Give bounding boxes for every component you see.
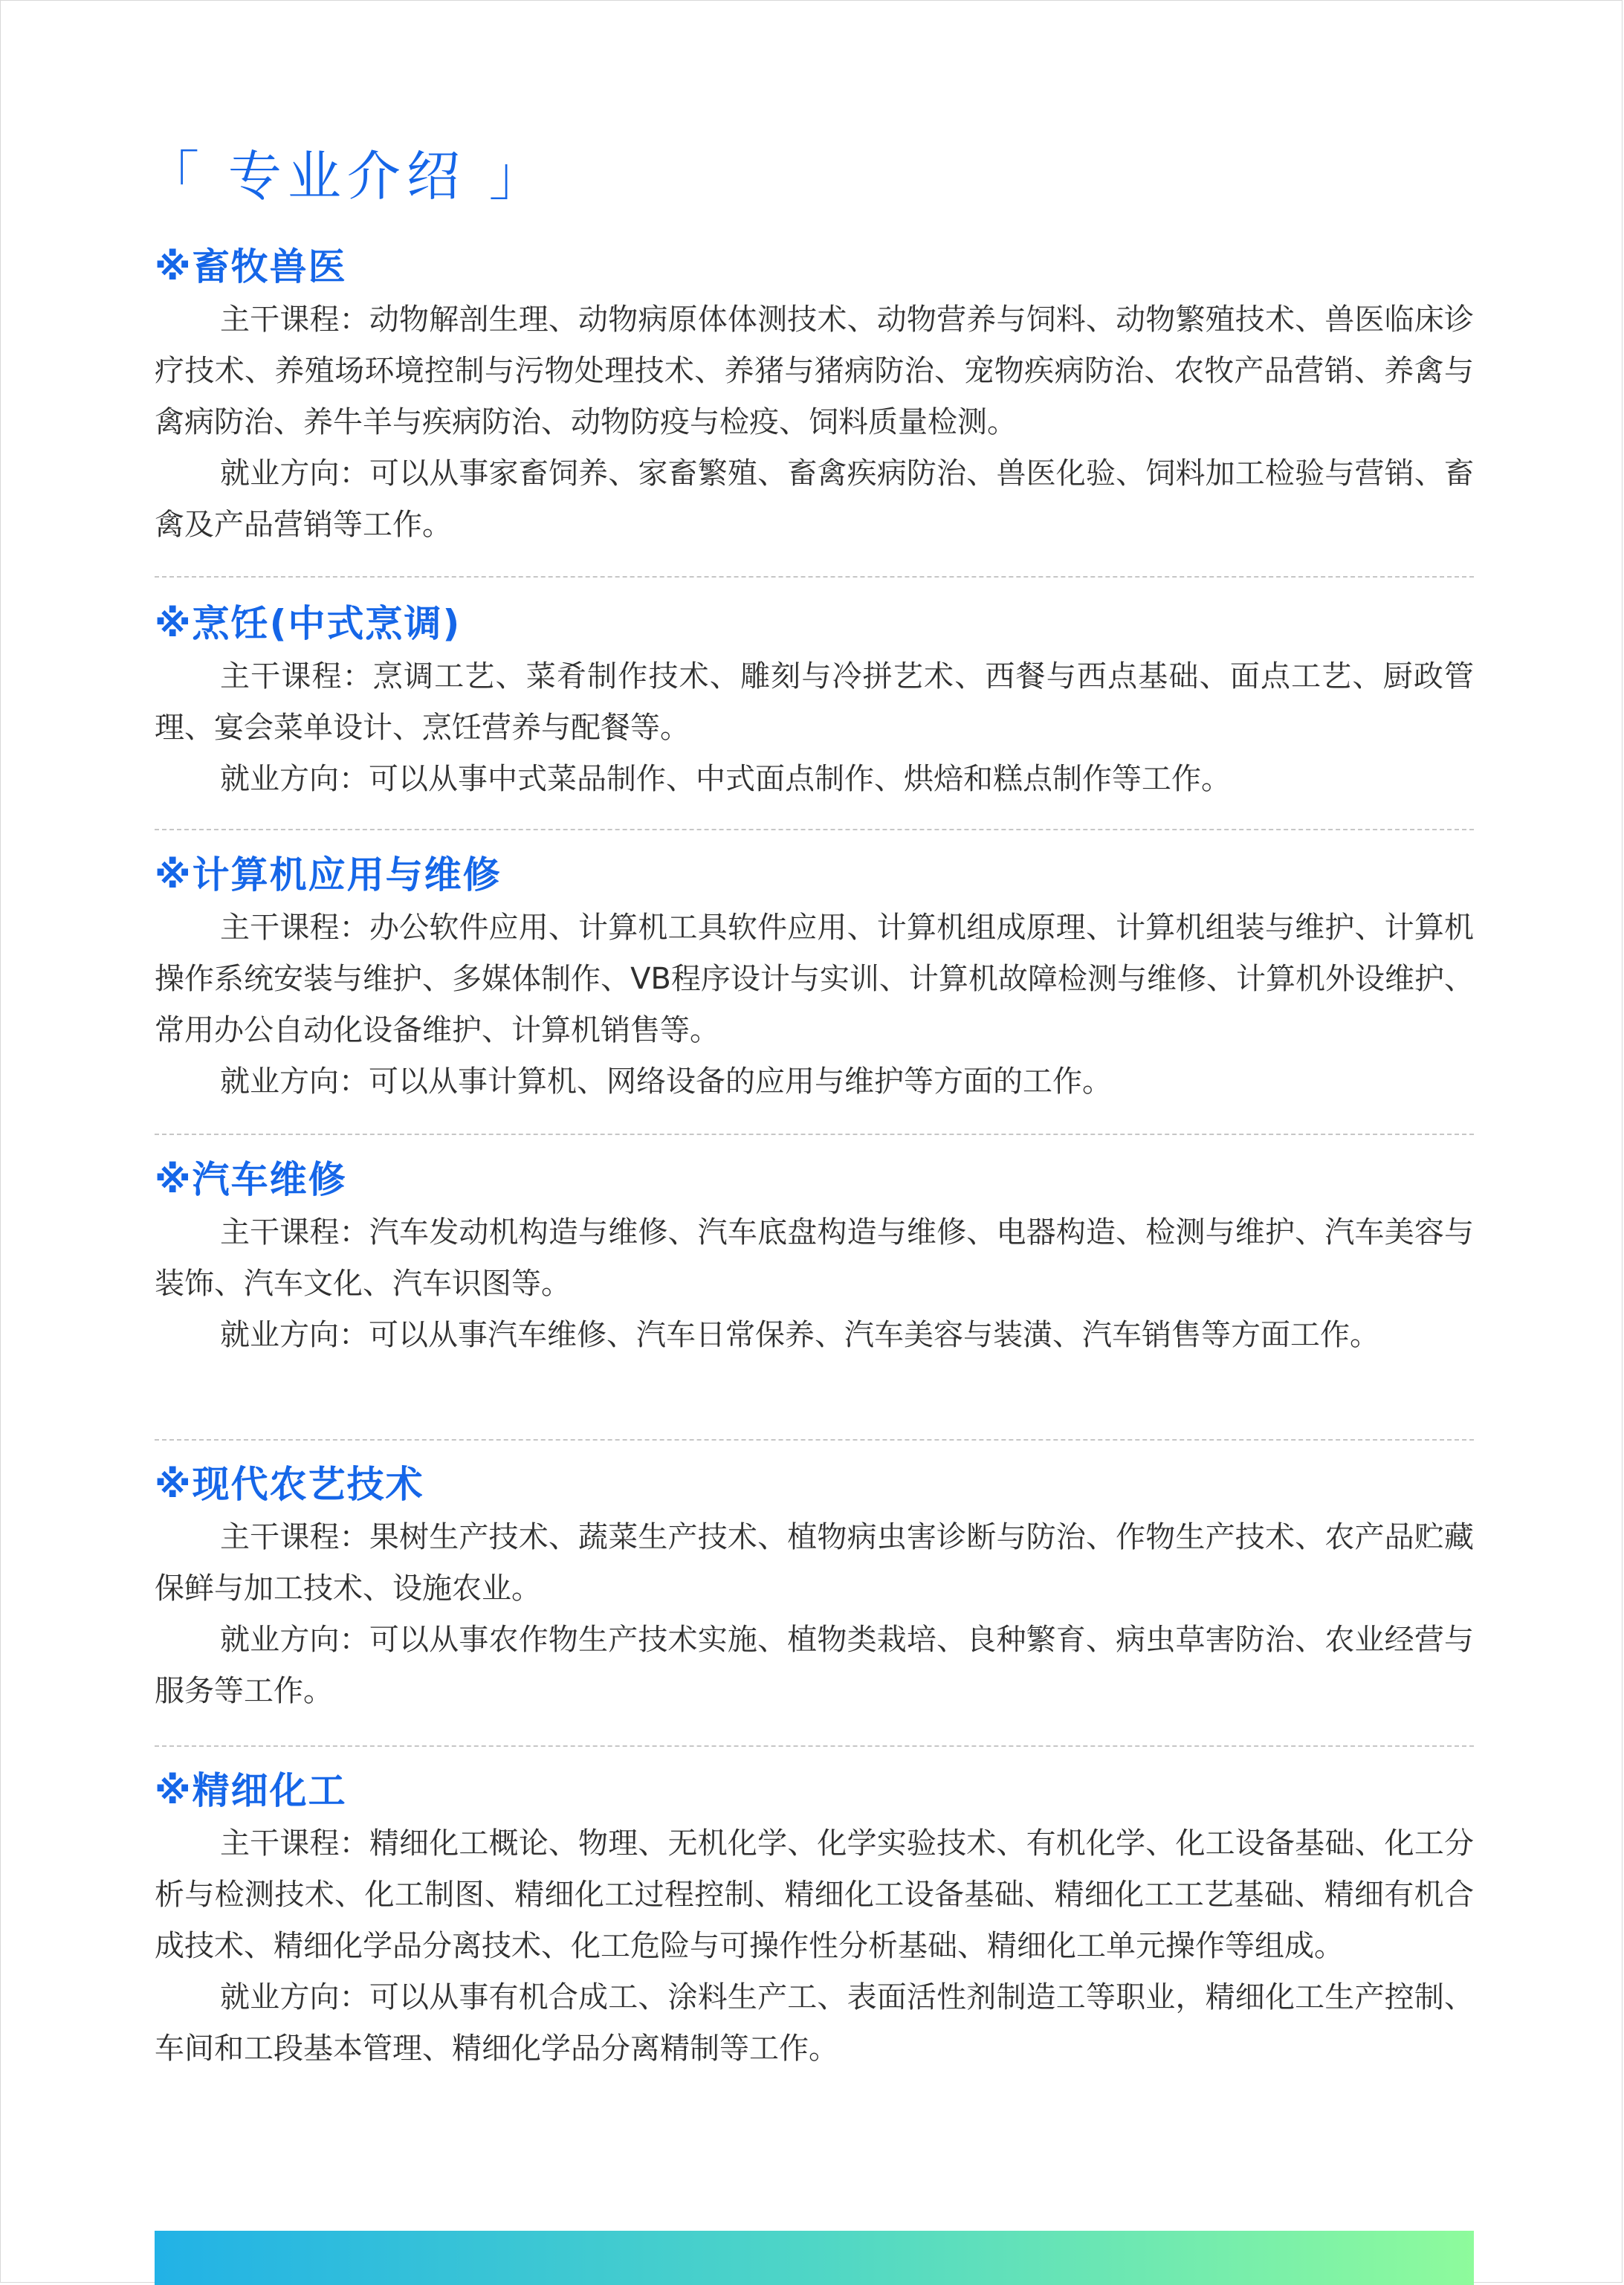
section-courses: 主干课程：精细化工概论、物理、无机化学、化学实验技术、有机化学、化工设备基础、化工分析与检测技术、化工制图、精细化工过程控制、精细化工设备基础、精细化工工艺基础、精细有机合成技术、精细化学品分离技术、化工危险与可操作性分析基础、精细化工单元操作等组成。	[155, 1826, 1474, 1963]
section-divider	[155, 576, 1474, 578]
section-courses: 主干课程：果树生产技术、蔬菜生产技术、植物病虫害诊断与防治、作物生产技术、农产品贮藏保鲜与加工技术、设施农业。	[155, 1520, 1474, 1606]
section-courses: 主干课程：动物解剖生理、动物病原体体测技术、动物营养与饲料、动物繁殖技术、兽医临床诊疗技术、养殖场环境控制与污物处理技术、养猪与猪病防治、宠物疾病防治、农牧产品营销、养禽与禽病防治、养牛羊与疾病防治、动物防疫与检疫、饲料质量检测。	[155, 303, 1474, 439]
page-title: 「 专业介绍 」	[146, 145, 549, 207]
section-animal-husbandry	[155, 242, 1474, 551]
section-fine-chemicals	[155, 1766, 1474, 2075]
section-employment: 就业方向：可以从事农作物生产技术实施、植物类栽培、良种繁育、病虫草害防治、农业经营与服务等工作。	[155, 1623, 1474, 1708]
section-divider	[155, 1134, 1474, 1135]
section-divider	[155, 1439, 1474, 1441]
section-title: ※计算机应用与维修	[155, 853, 502, 896]
section-title: ※烹饪(中式烹调)	[155, 602, 462, 645]
section-employment: 就业方向：可以从事汽车维修、汽车日常保养、汽车美容与装潢、汽车销售等方面工作。	[220, 1318, 1379, 1352]
section-courses: 主干课程：烹调工艺、菜肴制作技术、雕刻与冷拼艺术、西餐与西点基础、面点工艺、厨政管理、宴会菜单设计、烹饪营养与配餐等。	[155, 659, 1474, 745]
section-employment: 就业方向：可以从事有机合成工、涂料生产工、表面活性剂制造工等职业，精细化工生产控制、车间和工段基本管理、精细化学品分离精制等工作。	[155, 1980, 1474, 2066]
section-employment: 就业方向：可以从事中式菜品制作、中式面点制作、烘焙和糕点制作等工作。	[220, 762, 1231, 796]
section-employment: 就业方向：可以从事计算机、网络设备的应用与维护等方面的工作。	[220, 1064, 1112, 1099]
section-title: ※汽车维修	[155, 1158, 347, 1201]
section-auto-repair	[155, 1155, 1474, 1361]
section-employment: 就业方向：可以从事家畜饲养、家畜繁殖、畜禽疾病防治、兽医化验、饲料加工检验与营销、畜禽及产品营销等工作。	[155, 456, 1474, 542]
section-agronomy	[155, 1460, 1474, 1717]
section-computer	[155, 850, 1474, 1108]
section-divider	[155, 1745, 1474, 1747]
footer-gradient-bar	[155, 2231, 1474, 2285]
section-title: ※畜牧兽医	[155, 245, 347, 288]
section-courses: 主干课程：办公软件应用、计算机工具软件应用、计算机组成原理、计算机组装与维护、计算机操作系统安装与维护、多媒体制作、VB程序设计与实训、计算机故障检测与维修、计算机外设维护、常用办公自动化设备维护、计算机销售等。	[155, 911, 1474, 1047]
section-cooking	[155, 599, 1474, 805]
section-title: ※现代农艺技术	[155, 1463, 424, 1506]
section-courses: 主干课程：汽车发动机构造与维修、汽车底盘构造与维修、电器构造、检测与维护、汽车美容与装饰、汽车文化、汽车识图等。	[155, 1215, 1474, 1301]
section-title: ※精细化工	[155, 1769, 347, 1812]
section-divider	[155, 829, 1474, 830]
